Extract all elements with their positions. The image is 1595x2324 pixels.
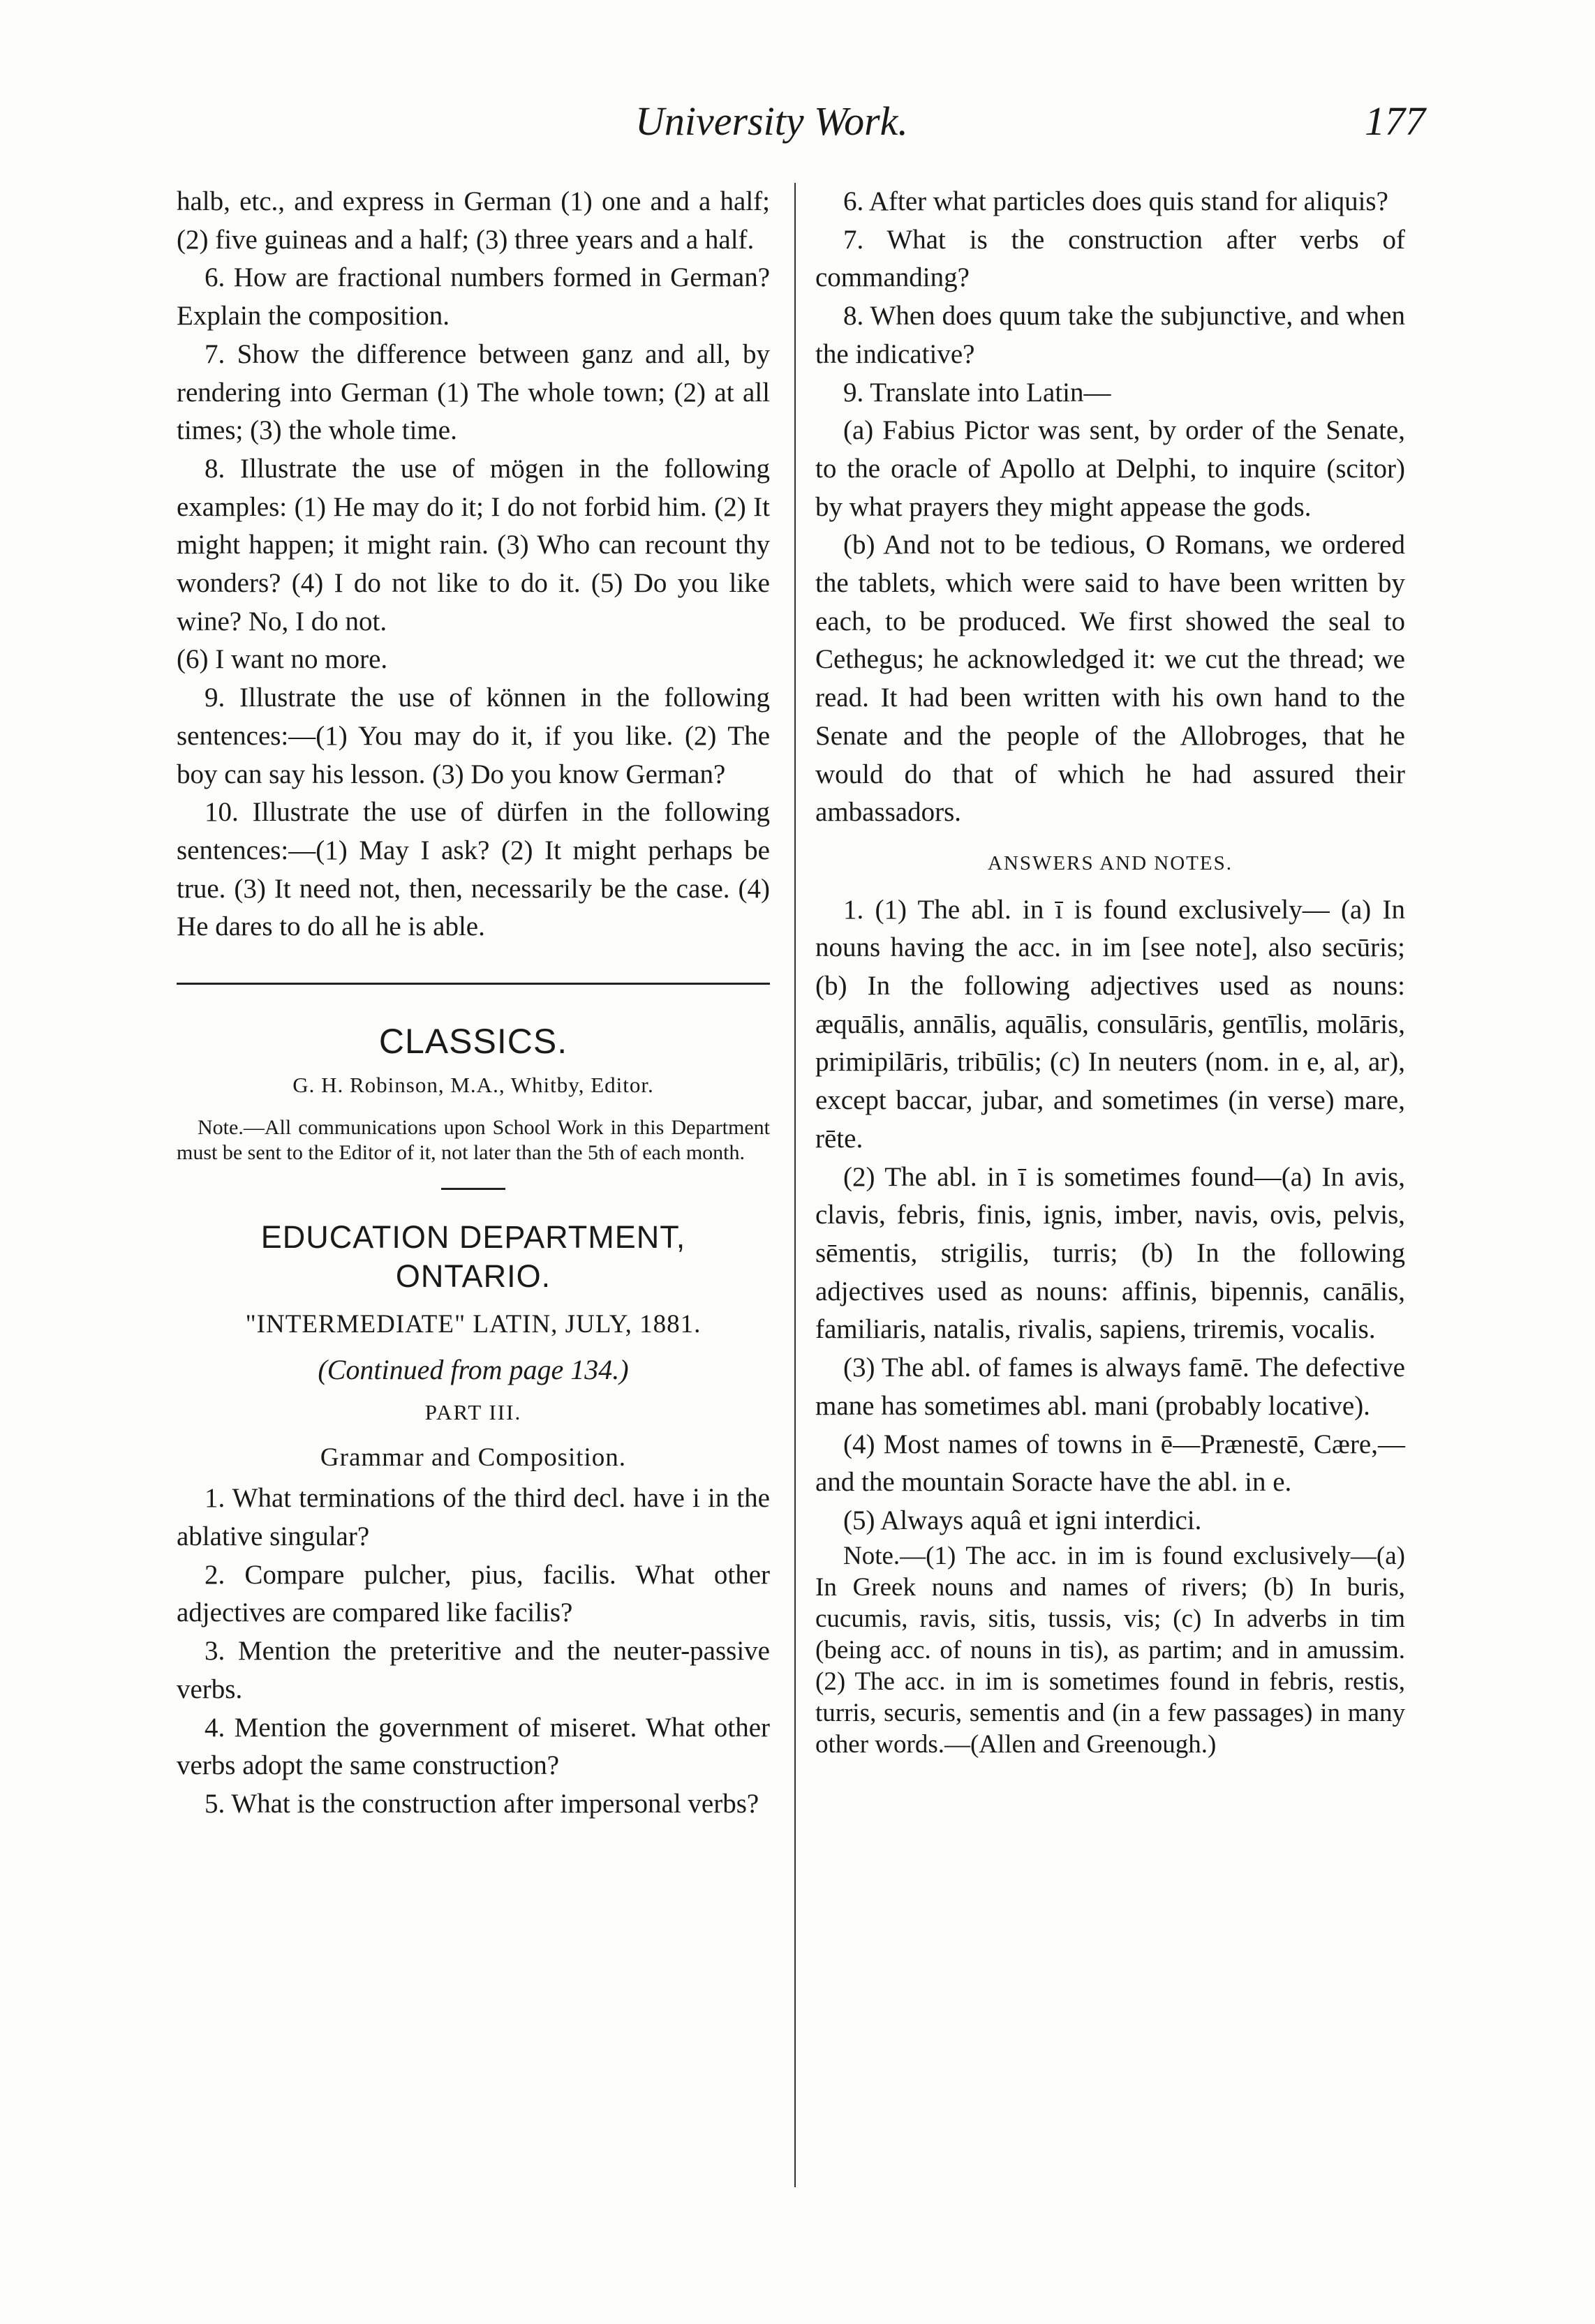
latin-question-1: 1. What terminations of the third decl. have i in the ablative singular? <box>177 1483 770 1551</box>
classics-heading: CLASSICS. <box>378 1022 568 1062</box>
latin-question-8: 8. When does quum take the subjunctive, and when the indicative? <box>815 301 1405 369</box>
latin-question-3: 3. Mention the preteritive and the neuter-passive verbs. <box>177 1636 770 1704</box>
column-rule <box>794 183 796 2187</box>
running-title: University Work. <box>635 98 908 144</box>
latin-question-5: 5. What is the construction after impersonal verbs? <box>205 1788 759 1819</box>
latin-question-9b: (b) And not to be tedious, O Romans, we ordered the tablets, which were said to have been written by each, to be produced. We first showed the seal to Cethegus; he acknowledged it: we cut the thread; we read. It had been written with his own hand to the Senate and the people of the Allobroges, that he would do that of which he had assured their ambassadors. <box>815 530 1405 828</box>
intermediate-heading: "INTERMEDIATE" LATIN, JULY, 1881. <box>245 1310 702 1339</box>
latin-question-6: 6. After what particles does quis stand for aliquis? <box>843 186 1388 216</box>
question-7-german: 7. Show the difference between ganz and all, by rendering into German (1) The whole town; (2) at all times; (3) the whole time. <box>177 338 770 446</box>
short-divider <box>441 1188 505 1190</box>
education-heading-line-1: EDUCATION DEPARTMENT, <box>260 1219 686 1256</box>
grammar-heading: Grammar and Composition. <box>320 1443 627 1472</box>
latin-question-2: 2. Compare pulcher, pius, facilis. What other adjectives are compared like facilis? <box>177 1559 770 1628</box>
question-8-item-6: (6) I want no more. <box>177 644 388 675</box>
editor-line: G. H. Robinson, M.A., Whitby, Editor. <box>292 1072 654 1097</box>
left-column <box>177 183 770 1824</box>
page-header <box>0 98 1595 167</box>
editor-note: Note.—All communications upon School Work in this Department must be sent to the Editor of it, not later than the 5th of each month. <box>177 1116 770 1165</box>
answer-2: (2) The abl. in ī is sometimes found—(a) In avis, clavis, febris, finis, ignis, imber, navis, ovis, pelvis, sēmentis, strigilis, turris; (b) In the following adjectives used as nouns: affinis, bipennis, canālis, familiaris, natalis, rivalis, sapiens, triremis, vocalis. <box>815 1161 1405 1345</box>
section-divider <box>177 983 770 985</box>
answer-4: (4) Most names of towns in ē—Prænestē, Cære,—and the mountain Soracte have the abl. in e. <box>815 1429 1405 1498</box>
answer-3: (3) The abl. of fames is always famē. The defective mane has sometimes abl. mani (probably locative). <box>815 1353 1405 1421</box>
answer-1: 1. (1) The abl. in ī is found exclusively— (a) In nouns having the acc. in im [see note], also secūris; (b) In the following adjectives used as nouns: æquālis, annālis, aquālis, consulāris, gentīlis, molāris, primipilāris, tribūlis; (c) In neuters (nom. in e, al, ar), except baccar, jubar, and sometimes (in verse) mare, rēte. <box>815 894 1405 1154</box>
answers-note: Note.—(1) The acc. in im is found exclusively—(a) In Greek nouns and names of rivers; (b) In buris, cucumis, ravis, sitis, tussis, vis; (c) In adverbs in tim (being acc. of nouns in tis), as partim; and in amussim. (2) The acc. in im is sometimes found in febris, restis, turris, securis, sementis and (in a few passages) in many other words.—(Allen and Greenough.) <box>815 1541 1405 1759</box>
latin-question-7: 7. What is the construction after verbs of commanding? <box>815 224 1405 293</box>
latin-question-4: 4. Mention the government of miseret. What other verbs adopt the same construction? <box>177 1712 770 1781</box>
page-number: 177 <box>1365 98 1425 144</box>
latin-question-9a: (a) Fabius Pictor was sent, by order of the Senate, to the oracle of Apollo at Delphi, to inquire (scitor) by what prayers they might appease the gods. <box>815 415 1405 522</box>
answers-heading: ANSWERS AND NOTES. <box>988 851 1233 874</box>
question-9-german: 9. Illustrate the use of können in the following sentences:—(1) You may do it, if you like. (2) The boy can say his lesson. (3) Do you know German? <box>177 683 770 789</box>
right-column <box>815 183 1405 1760</box>
paragraph-halb: halb, etc., and express in German (1) one and a half; (2) five guineas and a half; (3) three years and a half. <box>177 186 770 255</box>
answer-5: (5) Always aquâ et igni interdici. <box>843 1505 1202 1535</box>
latin-question-9: 9. Translate into Latin— <box>843 377 1111 408</box>
continued-note: (Continued from page 134.) <box>318 1354 629 1386</box>
question-10-german: 10. Illustrate the use of dürfen in the following sentences:—(1) May I ask? (2) It might perhaps be true. (3) It need not, then, necessarily be the case. (4) He dares to do all he is able. <box>177 797 770 942</box>
education-heading-line-2: ONTARIO. <box>395 1258 551 1295</box>
part-heading: PART III. <box>424 1399 522 1424</box>
question-8-german: 8. Illustrate the use of mögen in the following examples: (1) He may do it; I do not forbid him. (2) It might happen; it might rain. (3) Who can recount thy wonders? (4) I do not like to do it. (5) Do you like wine? No, I do not. <box>177 453 770 636</box>
question-6-german: 6. How are fractional numbers formed in German? Explain the composition. <box>177 262 770 332</box>
